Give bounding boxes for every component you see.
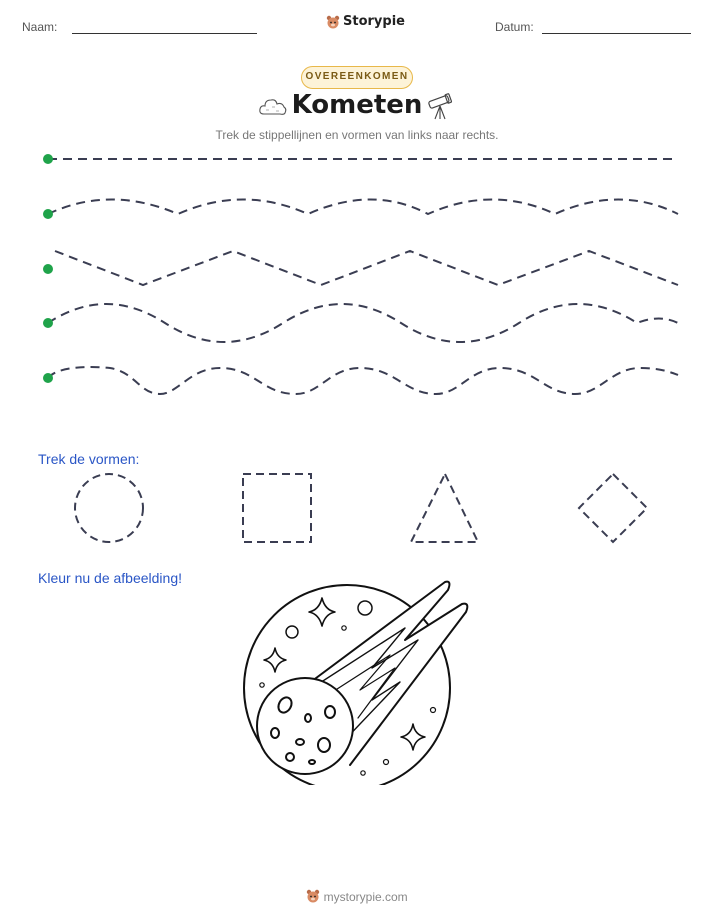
instruction-text: Trek de stippellijnen en vormen van links naar rechts.	[215, 128, 499, 142]
name-label: Naam:	[22, 20, 58, 34]
bear-icon	[306, 889, 320, 903]
name-line[interactable]	[72, 33, 257, 34]
circle-icon[interactable]	[75, 474, 143, 542]
footer	[0, 889, 714, 904]
trace-line-zigzag[interactable]	[55, 251, 678, 285]
color-heading: Kleur nu de afbeelding!	[38, 570, 182, 586]
trace-line-flat-wave[interactable]	[48, 367, 678, 394]
start-dot	[43, 264, 53, 274]
trace-line-arc-wave[interactable]	[48, 200, 678, 215]
start-dot	[43, 209, 53, 219]
category-badge: OVEREENKOMEN	[301, 66, 413, 89]
cloud-icon	[258, 94, 288, 120]
brand-name: Storypie	[343, 14, 405, 29]
page-title: Kometen	[291, 90, 423, 120]
triangle-icon[interactable]	[411, 474, 478, 542]
footer-url[interactable]: mystorypie.com	[323, 890, 408, 904]
date-label: Datum:	[495, 20, 534, 34]
telescope-icon	[425, 92, 455, 122]
trace-line-sine-wave[interactable]	[48, 304, 678, 342]
date-line[interactable]	[542, 33, 691, 34]
square-icon[interactable]	[243, 474, 311, 542]
brand-logo	[326, 14, 405, 29]
bear-icon	[326, 15, 340, 29]
shapes-row	[0, 470, 714, 550]
start-dot	[43, 154, 53, 164]
shapes-heading: Trek de vormen:	[38, 451, 140, 467]
start-dot	[43, 318, 53, 328]
diamond-icon[interactable]	[579, 474, 647, 542]
tracing-lines	[0, 140, 714, 400]
comet-coloring-picture[interactable]	[240, 575, 480, 785]
start-dot	[43, 373, 53, 383]
